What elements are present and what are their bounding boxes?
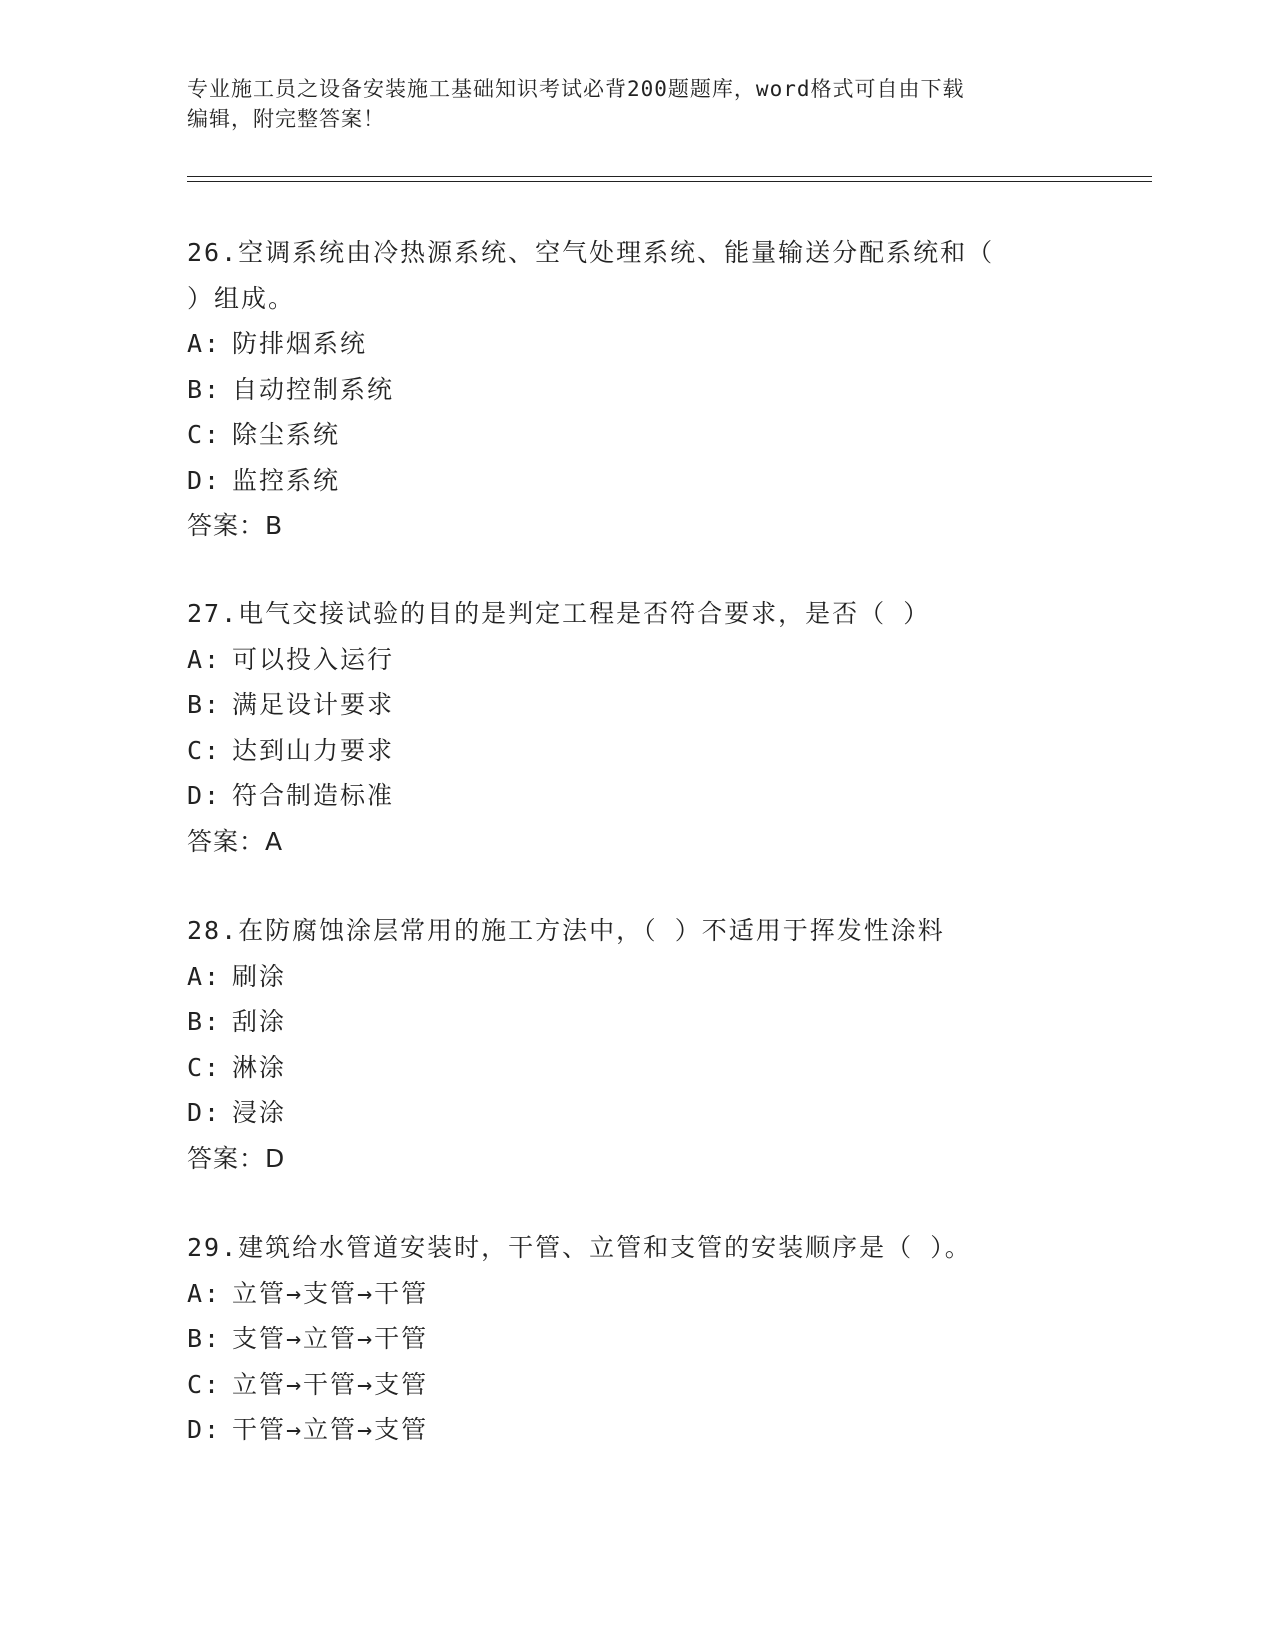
- option-c: [187, 728, 1067, 774]
- question-27: [187, 591, 1067, 864]
- option-key: D:: [187, 781, 222, 810]
- option-b: [187, 1316, 1067, 1362]
- option-a: [187, 637, 1067, 683]
- header-divider-bottom: [187, 181, 1152, 182]
- option-text: 达到山力要求: [232, 735, 395, 765]
- question-29: [187, 1225, 1067, 1453]
- answer: 答案：D: [187, 1143, 286, 1173]
- option-d: [187, 773, 1067, 819]
- option-c: [187, 1045, 1067, 1091]
- option-d: [187, 1407, 1067, 1453]
- option-key: B:: [187, 690, 222, 719]
- option-text: 防排烟系统: [232, 329, 368, 358]
- document-header: [187, 74, 1087, 134]
- question-stem-line: 27.电气交接试验的目的是判定工程是否符合要求，是否（ ）: [187, 599, 931, 628]
- option-key: C:: [187, 1369, 222, 1399]
- option-key: A:: [187, 644, 222, 674]
- option-text: 自动控制系统: [232, 374, 395, 404]
- option-b: [187, 999, 1067, 1045]
- option-text: 可以投入运行: [232, 644, 395, 674]
- option-key: B:: [187, 1324, 222, 1353]
- option-text: 淋涂: [232, 1052, 287, 1082]
- option-key: C:: [187, 1052, 222, 1082]
- option-text: 监控系统: [232, 465, 341, 495]
- option-text: 符合制造标准: [232, 781, 395, 810]
- option-key: A:: [187, 961, 222, 991]
- option-text: 刷涂: [232, 961, 287, 991]
- option-b: [187, 682, 1067, 728]
- question-stem-line: ）组成。: [187, 283, 296, 313]
- option-key: D:: [187, 465, 222, 495]
- option-b: [187, 367, 1067, 413]
- option-c: [187, 1362, 1067, 1408]
- option-key: A:: [187, 329, 222, 358]
- question-stem-line: 26.空调系统由冷热源系统、空气处理系统、能量输送分配系统和（: [187, 238, 995, 267]
- option-key: A:: [187, 1278, 222, 1308]
- answer: 答案：B: [187, 511, 284, 540]
- option-key: D:: [187, 1415, 222, 1444]
- question-stem-line: 29.建筑给水管道安装时，干管、立管和支管的安装顺序是（ ）。: [187, 1233, 972, 1262]
- option-a: [187, 954, 1067, 1000]
- question-stem-line: 28.在防腐蚀涂层常用的施工方法中，（ ）不适用于挥发性涂料: [187, 916, 945, 945]
- option-d: [187, 1090, 1067, 1136]
- option-a: [187, 321, 1067, 367]
- option-text: 干管→立管→支管: [232, 1415, 429, 1444]
- option-key: C:: [187, 735, 222, 765]
- answer: 答案：A: [187, 826, 284, 856]
- option-a: [187, 1271, 1067, 1317]
- option-key: C:: [187, 420, 222, 449]
- option-key: D:: [187, 1098, 222, 1127]
- header-divider-top: [187, 176, 1152, 177]
- question-26: [187, 230, 1067, 549]
- option-text: 支管→立管→干管: [232, 1324, 429, 1353]
- option-c: [187, 412, 1067, 458]
- option-text: 满足设计要求: [232, 690, 395, 719]
- option-text: 浸涂: [232, 1098, 287, 1127]
- question-28: [187, 908, 1067, 1181]
- option-text: 立管→支管→干管: [232, 1278, 429, 1308]
- option-d: [187, 458, 1067, 504]
- option-key: B:: [187, 1007, 222, 1036]
- option-text: 除尘系统: [232, 420, 341, 449]
- header-line-2: 编辑，附完整答案！: [187, 107, 385, 131]
- option-key: B:: [187, 374, 222, 404]
- option-text: 刮涂: [232, 1007, 287, 1036]
- header-line-1: 专业施工员之设备安装施工基础知识考试必背200题题库，word格式可自由下载: [187, 77, 965, 101]
- option-text: 立管→干管→支管: [232, 1369, 429, 1399]
